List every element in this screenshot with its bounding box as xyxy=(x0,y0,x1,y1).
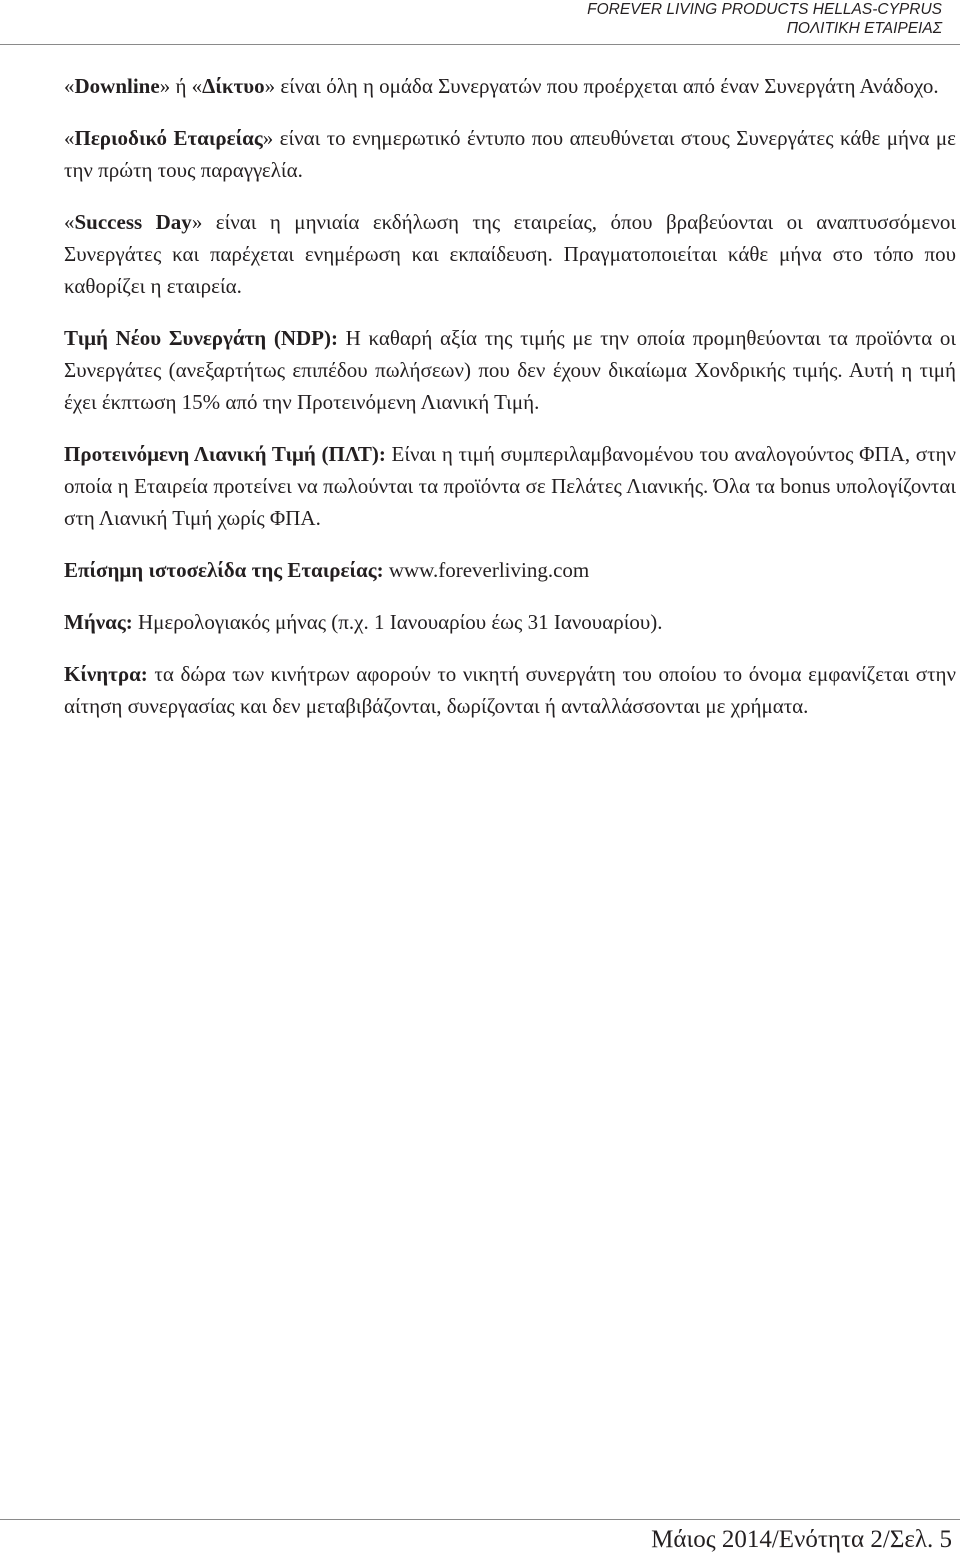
term-diktyo: Δίκτυο xyxy=(202,74,265,98)
definition-text: τα δώρα των κινήτρων αφορούν το νικητή συνεργάτη του οποίου το όνομα εμφανίζεται στην αίτηση συνεργασίας και δεν μεταβιβάζονται, δωρίζονται ή ανταλλάσσονται με χρήματα. xyxy=(64,662,956,718)
header-divider xyxy=(0,44,960,45)
definition-plt xyxy=(64,438,956,534)
definition-text: » είναι η μηνιαία εκδήλωση της εταιρείας, όπου βραβεύονται οι αναπτυσσόμενοι Συνεργάτες και παρέχεται ενημέρωση και εκπαίδευση. Πραγματοποιείται κάθε μήνα στο τόπο που καθορίζει η εταιρεία. xyxy=(64,210,956,298)
definition-text: » είναι το ενημερωτικό έντυπο που απευθύνεται στους Συνεργάτες κάθε μήνα με την πρώτη τους παραγγελία. xyxy=(64,126,956,182)
definition-incentives xyxy=(64,658,956,722)
term-ndp: Τιμή Νέου Συνεργάτη (NDP): xyxy=(64,326,338,350)
term-official-website: Επίσημη ιστοσελίδα της Εταιρείας: xyxy=(64,558,384,582)
definition-downline: «Downline» ή «Δίκτυο» είναι όλη η ομάδα Συνεργατών που προέρχεται από έναν Συνεργάτη Ανάδοχο. xyxy=(64,74,939,98)
definition-ndp xyxy=(64,322,956,418)
definition-success-day: «Success Day» είναι η μηνιαία εκδήλωση της εταιρείας, όπου βραβεύονται οι αναπτυσσόμενοι Συνεργάτες και παρέχεται ενημέρωση και εκπαίδευση. Πραγματοποιείται κάθε μήνα στο τόπο που καθορίζει η εταιρεία. xyxy=(64,210,956,298)
definition-company-magazine: «Περιοδικό Εταιρείας» είναι το ενημερωτικό έντυπο που απευθύνεται στους Συνεργάτες κάθε μήνα με την πρώτη τους παραγγελία. xyxy=(64,126,956,182)
definition-month xyxy=(64,606,956,638)
definition-text: » είναι όλη η ομάδα Συνεργατών που προέρχεται από έναν Συνεργάτη Ανάδοχο. xyxy=(264,74,939,98)
term-downline: Downline xyxy=(74,74,160,98)
definition-text: Η καθαρή αξία της τιμής με την οποία προμηθεύονται τα προϊόντα οι Συνεργάτες (ανεξαρτήτως επιπέδου πωλήσεων) που δεν έχουν δικαίωμα Χονδρικής τιμής. Αυτή η τιμή έχει έκπτωση 15% από την Προτεινόμενη Λιανική Τιμή. xyxy=(64,326,957,414)
definitions-body xyxy=(64,70,956,742)
website-url: www.foreverliving.com xyxy=(383,558,590,582)
term-incentives: Κίνητρα: xyxy=(64,662,148,686)
term-plt: Προτεινόμενη Λιανική Τιμή (ΠΛΤ): xyxy=(64,442,386,466)
definition-text: Είναι η τιμή συμπεριλαμβανομένου του αναλογούντος ΦΠΑ, στην οποία η Εταιρεία προτείνει να πωλούνται τα προϊόντα σε Πελάτες Λιανικής. Όλα τα bonus υπολογίζονται στη Λιανική Τιμή χωρίς ΦΠΑ. xyxy=(64,442,957,530)
page-header xyxy=(587,0,942,38)
term-company-magazine: Περιοδικό Εταιρείας xyxy=(74,126,263,150)
definition-text: Ημερολογιακός μήνας (π.χ. 1 Ιανουαρίου έως 31 Ιανουαρίου). xyxy=(132,610,663,634)
header-document-title: ΠΟΛΙΤΙΚΗ ΕΤΑΙΡΕΙΑΣ xyxy=(786,20,942,37)
term-month: Μήνας: xyxy=(64,610,133,634)
term-success-day: Success Day xyxy=(74,210,192,234)
footer-divider xyxy=(0,1519,960,1520)
page-footer: Μάιος 2014/Ενότητα 2/Σελ. 5 xyxy=(651,1526,952,1553)
definition-official-website xyxy=(64,554,956,586)
header-company-name: FOREVER LIVING PRODUCTS HELLAS-CYPRUS xyxy=(587,1,942,18)
